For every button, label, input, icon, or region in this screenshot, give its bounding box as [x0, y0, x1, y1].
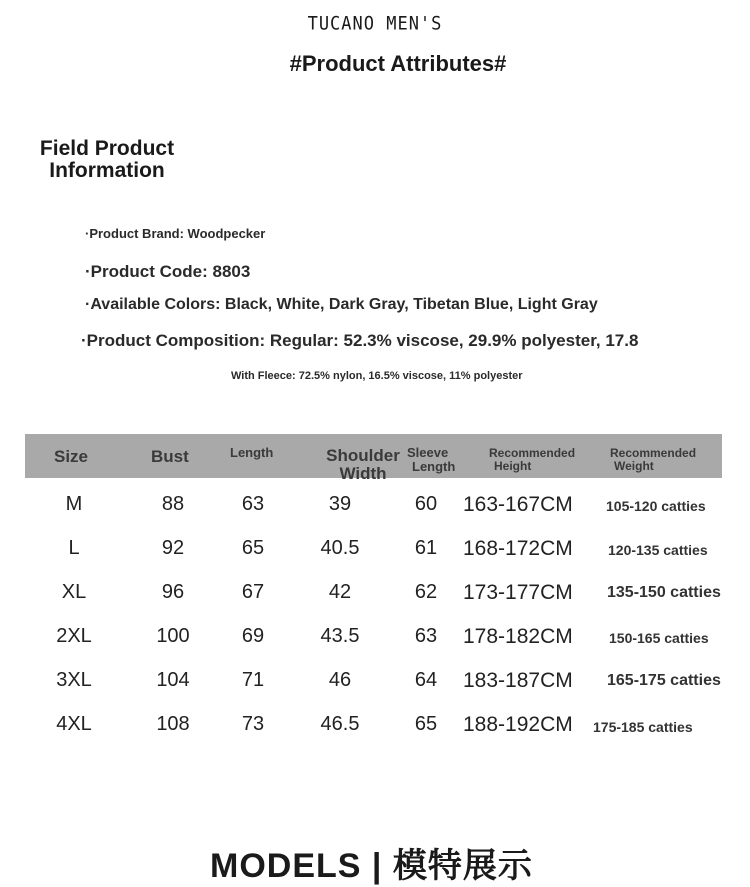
attribute-brand: ·Product Brand: Woodpecker	[85, 226, 266, 241]
table-row	[0, 537, 750, 567]
header-shoulder-line2: Width	[339, 464, 387, 483]
brand-name: TUCANO MEN'S	[307, 13, 443, 35]
cell-length: 73	[241, 713, 265, 735]
cell-bust: 104	[156, 669, 190, 691]
cell-bust: 92	[161, 537, 185, 559]
cell-shoulder: 40.5	[320, 537, 360, 559]
cell-length: 65	[241, 537, 265, 559]
header-sleeve-line1: Sleeve	[407, 445, 449, 460]
header-shoulder-width	[317, 447, 409, 483]
header-weight-line2: Weight	[614, 459, 654, 473]
cell-sleeve: 61	[414, 537, 438, 559]
cell-shoulder: 42	[328, 581, 352, 603]
header-bust: Bust	[151, 447, 189, 466]
cell-bust: 100	[156, 625, 190, 647]
cell-weight: 135-150 catties	[607, 584, 721, 601]
cell-height: 178-182CM	[463, 625, 573, 648]
table-row	[0, 669, 750, 699]
section-title	[22, 138, 192, 182]
cell-weight: 175-185 catties	[593, 719, 693, 735]
cell-size: L	[68, 537, 80, 559]
section-title-line1: Field Product	[39, 137, 175, 160]
cell-shoulder: 46	[328, 669, 352, 691]
header-height-line2: Height	[494, 459, 532, 473]
header-shoulder-line1: Shoulder	[326, 446, 400, 465]
cell-size: 3XL	[56, 669, 92, 691]
cell-height: 163-167CM	[463, 493, 573, 516]
cell-length: 69	[241, 625, 265, 647]
cell-size: M	[65, 493, 83, 515]
cell-length: 67	[241, 581, 265, 603]
cell-size: 2XL	[56, 625, 92, 647]
page-heading: #Product Attributes#	[289, 51, 507, 76]
header-sleeve-length	[407, 446, 477, 474]
cell-height: 173-177CM	[463, 581, 573, 604]
cell-height: 168-172CM	[463, 537, 573, 560]
cell-sleeve: 63	[414, 625, 438, 647]
cell-length: 71	[241, 669, 265, 691]
section-title-line2: Information	[49, 159, 165, 182]
cell-weight: 150-165 catties	[609, 630, 709, 646]
cell-height: 183-187CM	[463, 669, 573, 692]
cell-height: 188-192CM	[463, 713, 573, 736]
cell-sleeve: 62	[414, 581, 438, 603]
header-recommended-weight	[610, 447, 696, 473]
cell-shoulder: 39	[328, 493, 352, 515]
cell-sleeve: 60	[414, 493, 438, 515]
cell-sleeve: 65	[414, 713, 438, 735]
table-row	[0, 493, 750, 523]
cell-sleeve: 64	[414, 669, 438, 691]
attribute-composition: ·Product Composition: Regular: 52.3% viscose, 29.9% polyester, 17.8	[81, 331, 639, 350]
cell-bust: 88	[161, 493, 185, 515]
cell-bust: 108	[156, 713, 190, 735]
table-row	[0, 625, 750, 655]
cell-size: XL	[61, 581, 87, 603]
models-heading: MODELS | 模特展示	[210, 847, 533, 885]
header-size: Size	[54, 447, 89, 466]
table-row	[0, 713, 750, 743]
attribute-fleece: With Fleece: 72.5% nylon, 16.5% viscose, 11% polyester	[231, 370, 523, 382]
cell-weight: 165-175 catties	[607, 672, 721, 689]
table-row	[0, 581, 750, 611]
size-table-header	[25, 434, 722, 483]
header-weight-line1: Recommended	[610, 446, 697, 460]
cell-length: 63	[241, 493, 265, 515]
cell-shoulder: 43.5	[320, 625, 360, 647]
cell-weight: 120-135 catties	[608, 542, 708, 558]
header-sleeve-line2: Length	[412, 459, 456, 474]
attribute-code: ·Product Code: 8803	[85, 262, 251, 281]
attribute-colors: ·Available Colors: Black, White, Dark Gray, Tibetan Blue, Light Gray	[85, 296, 598, 313]
cell-bust: 96	[161, 581, 185, 603]
header-height-line1: Recommended	[489, 446, 576, 460]
cell-size: 4XL	[56, 713, 92, 735]
cell-weight: 105-120 catties	[606, 498, 706, 514]
cell-shoulder: 46.5	[320, 713, 360, 735]
header-recommended-height	[489, 447, 575, 473]
header-length: Length	[230, 445, 274, 460]
